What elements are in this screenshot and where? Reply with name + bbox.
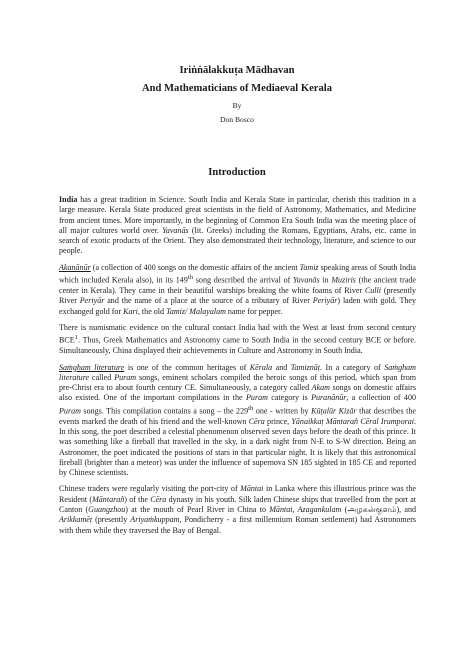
title-block (0, 64, 474, 125)
para2-segment: name for pepper. (225, 306, 283, 316)
para4-segment: Saṁgham literature (59, 362, 125, 372)
footnote-ref[interactable]: 1 (74, 334, 78, 342)
para4-segment: is one of the common heritages of (124, 362, 250, 372)
paragraph-1 (59, 195, 416, 257)
para4-segment: Saṁgham literature (59, 362, 416, 382)
para2-segment: , the old (137, 306, 167, 316)
para4-segment: Tamiznāṭ (290, 362, 321, 372)
para2-segment: Akanānūr (59, 262, 91, 272)
para4-segment: , a collection of 400 (346, 393, 416, 403)
para4-segment: one - written by (253, 406, 312, 416)
para5-segment: (அழகன்குளம்), and (341, 505, 416, 515)
paragraph-2 (59, 263, 416, 317)
para4-segment: that describes the events marked the death of his friend and the well-known (59, 406, 416, 426)
para4-segment: Puram (246, 393, 268, 403)
para5-segment: Ariyaṁkuppam (130, 515, 180, 525)
paragraph-3 (59, 323, 416, 357)
para5-segment: Cēra (150, 494, 167, 504)
document-body (59, 195, 416, 542)
para5-segment: ) at the mouth of Pearl River in China to (125, 505, 270, 515)
para3-segment: There is numismatic evidence on the cultural contact India had with the West at least from second century BCE (59, 322, 416, 345)
para2-segment: in (319, 275, 332, 285)
document-title: Iriṅṅālakkuṭa Mādhavan (179, 65, 295, 76)
para2-segment: Kari (123, 306, 138, 316)
para2-segment: Muziris (331, 275, 356, 285)
para5-segment: Arikkamēṭ (59, 515, 93, 525)
para1-segment: (lit. Greeks) including the Romans, Egyptians, Arabs, etc. came in search of exotic products of the Orient. They also demonstrated their technology, literature, and science to our people. (59, 225, 417, 256)
para2-segment: ) laden with gold. They exchanged gold for (59, 296, 417, 316)
document-subtitle: And Mathematicians of Mediaeval Kerala (141, 83, 333, 94)
para4-segment: Kērala (249, 362, 273, 372)
para4-segment: Cēra (248, 416, 265, 426)
para1-segment: Yavanās (162, 225, 189, 235)
para4-segment: Yānaikkaṭ Māntarañ Cēral Irumporai (291, 416, 414, 426)
para4-segment: Puram (114, 372, 137, 382)
para2-segment: Tamiz/ Malayalam (166, 306, 226, 316)
para4-segment: . In a category of (320, 362, 385, 372)
para4-segment: Puranānūr (311, 393, 347, 403)
para2-segment: Tamiz (299, 262, 319, 272)
para4-segment: Puram (59, 406, 81, 416)
para2-segment: (a collection of 400 songs on the domestic affairs of the ancient (90, 262, 300, 272)
paragraph-4 (59, 363, 416, 479)
para4-segment: . In this song, the poet described a celestial phenomenon observed seven days before the death of this prince. It was something like a fireball that travelled in the sky, in a dark night from N-E to S-W direction. Being an Astronomer, the poet indicated the positions of stars in that particular night. It is likely that this astronomical fireball (brighter than a meteor) was under the influence of supernova SN 185 sighted in 185 CE and reported by Chinese scientists. (59, 416, 417, 478)
para4-segment: category is (267, 393, 312, 403)
para5-segment: Māntai, Azagankulam (269, 505, 342, 515)
para2-segment: Periyār (312, 296, 338, 306)
para4-segment: prince, (264, 416, 292, 426)
para1-segment: has a great tradition in Science. South India and Kerala State in particular, cherish this tradition in a large measure. Kerala State produced great scientists in the field of Astronomy, Mathematics, and Medicine from ancient times. More importantly, in the beginning of Common Era South India was the meeting place of all major cultures world over. (59, 195, 416, 235)
para2-segment: Culli (364, 286, 382, 296)
para5-segment: ) of the (124, 494, 151, 504)
para4-segment: songs, eminent scholars compiled the heroic songs of this period, which span from pre-Christ era to about fourth century CE. Simultaneously, a category called (59, 372, 416, 393)
author-name: Don Bosco (220, 115, 254, 124)
para4-superscript: th (248, 404, 254, 412)
para2-segment: and the name of a place at the source of a tributary of River (104, 296, 313, 306)
para5-segment: Chinese traders were regularly visiting the port-city of (59, 484, 241, 494)
para4-segment: called (89, 372, 115, 382)
para5-segment: in Lanka where this illustrious prince was the Resident ( (59, 484, 416, 504)
para2-segment: Periyār (79, 296, 105, 306)
para2-segment: song described the arrival of (193, 275, 294, 285)
section-heading: Introduction (208, 167, 266, 178)
para2-segment: Yavanās (293, 275, 320, 285)
para4-segment: and (272, 362, 291, 372)
para5-segment: , Pondicherry - a first millennium Roman settlement) had Astronomers with them while they traversed the Bay of Bengal. (59, 515, 416, 535)
para1-segment: India (59, 195, 78, 204)
para5-segment: Māntai (240, 484, 264, 494)
para2-segment: (the ancient trade center in Kerala). They came in their beautiful warships breaking the white foams of River (59, 275, 416, 296)
para5-segment: Guangzhou (88, 505, 126, 515)
byline: By (232, 101, 242, 110)
para3-segment: . Thus, Greek Mathematics and Astronomy came to South India in the second century BCE or before. Simultaneously, China displayed their achievements in Culture and Astronomy in South India. (59, 335, 416, 356)
para5-segment: dynasty in his youth. Silk laden Chinese ships that travelled from the port at Canton ( (59, 494, 416, 515)
para4-segment: Kūṭalūr Kizār (311, 406, 357, 416)
para5-segment: Māntarañ (92, 494, 125, 504)
para2-segment: speaking areas of South India which included Kerala also), in its 149 (59, 262, 416, 285)
para5-segment: (presently (92, 515, 131, 525)
para2-superscript: th (187, 274, 194, 282)
para2-segment: (presently River (59, 286, 417, 306)
para4-segment: Akam (311, 383, 330, 393)
paragraph-5 (59, 484, 416, 535)
para4-segment: songs on domestic affairs also existed. One of the important compilations in the (59, 383, 416, 403)
para4-segment: songs. This compilation contains a song – the 229 (80, 406, 249, 416)
